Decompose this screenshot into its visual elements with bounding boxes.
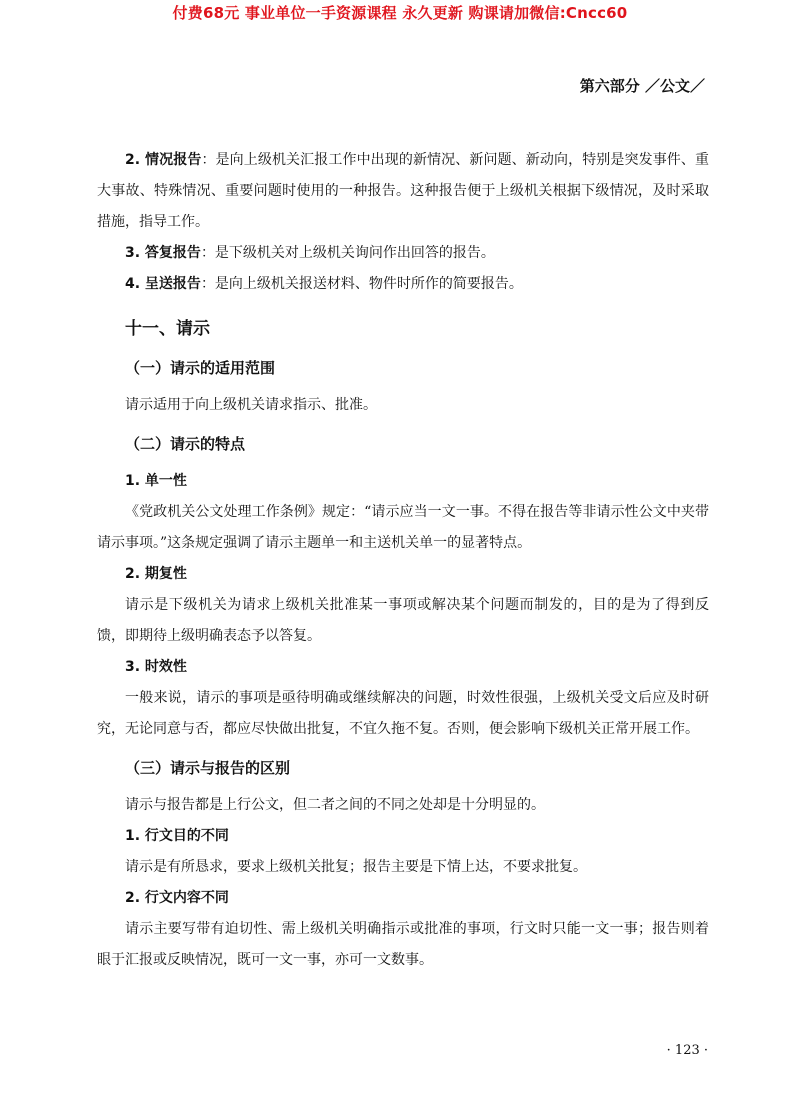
difference-text-purpose: 请示是有所恳求，要求上级机关批复；报告主要是下情上达，不要求批复。 [125,859,587,875]
document-body [97,145,709,976]
section-title: 十一、请示 [125,319,210,339]
promo-banner: 付费68元 事业单位一手资源课程 永久更新 购课请加微信:Cncc60 [172,4,628,22]
report-item-submission [97,269,709,300]
report-item-situation [97,145,709,238]
feature-title-timeliness: 3. 时效性 [125,659,187,675]
feature-text-reply: 请示是下级机关为请求上级机关批准某一事项或解决某个问题而制发的，目的是为了得到反馈，即期待上级明确表态予以答复。 [97,597,709,644]
subsection-title-scope: （一）请示的适用范围 [125,359,276,377]
difference-title-purpose: 1. 行文目的不同 [125,828,229,844]
report-item-label: 3. 答复报告 [125,245,201,261]
subsection-title-difference: （三）请示与报告的区别 [125,759,291,777]
feature-text-timeliness: 一般来说，请示的事项是亟待明确或继续解决的问题，时效性很强，上级机关受文后应及时研究，无论同意与否，都应尽快做出批复，不宜久拖不复。否则，便会影响下级机关正常开展工作。 [97,690,709,737]
difference-intro: 请示与报告都是上行公文，但二者之间的不同之处却是十分明显的。 [125,797,545,813]
report-item-label: 4. 呈送报告 [125,276,201,292]
feature-title-reply: 2. 期复性 [125,566,187,582]
report-item-text: ：是向上级机关汇报工作中出现的新情况、新问题、新动向，特别是突发事件、重大事故、特殊情况、重要问题时使用的一种报告。这种报告便于上级机关根据下级情况，及时采取措施，指导工作。 [97,152,710,230]
scope-text: 请示适用于向上级机关请求指示、批准。 [125,397,377,413]
report-item-text: ：是下级机关对上级机关询问作出回答的报告。 [200,245,495,261]
difference-title-content: 2. 行文内容不同 [125,890,229,906]
feature-text-single: 《党政机关公文处理工作条例》规定：“请示应当一文一事。不得在报告等非请示性公文中夹带请示事项。”这条规定强调了请示主题单一和主送机关单一的显著特点。 [97,504,709,551]
report-item-label: 2. 情况报告 [125,152,202,168]
page-number: · 123 · [666,1043,708,1058]
feature-title-single: 1. 单一性 [125,473,187,489]
subsection-title-features: （二）请示的特点 [125,435,246,453]
report-item-text: ：是向上级机关报送材料、物件时所作的简要报告。 [200,276,523,292]
page-header: 第六部分 ／公文／ [579,77,705,95]
report-item-reply [97,238,709,269]
difference-text-content: 请示主要写带有迫切性、需上级机关明确指示或批准的事项，行文时只能一文一事；报告则着眼于汇报或反映情况，既可一文一事，亦可一文数事。 [97,921,709,968]
